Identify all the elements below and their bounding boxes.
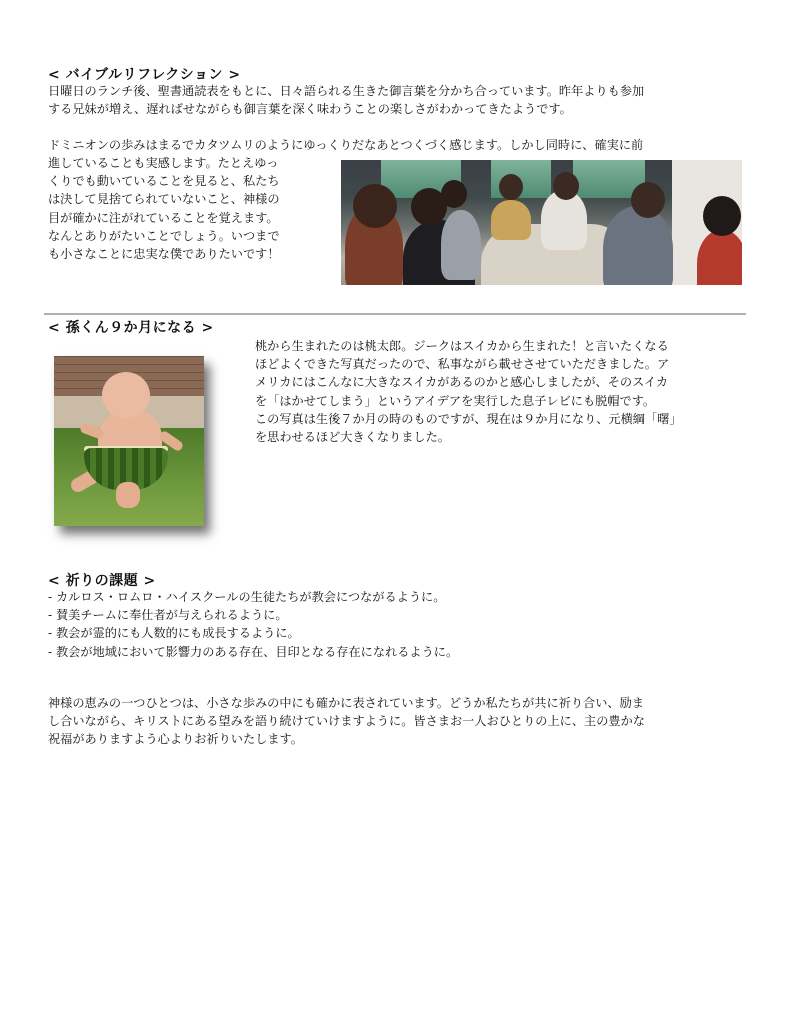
group-meeting-photo (341, 160, 742, 285)
bible-reflection-paragraph-1 (48, 82, 644, 118)
text-line: も小さなことに忠実な僕でありたいです！ (48, 247, 280, 262)
text-line: くりでも動いていることを見ると、私たち (48, 174, 280, 189)
text-line: ほどよくできた写真だったので、私事ながら載せさせていただきました。ア (255, 357, 670, 372)
person (491, 200, 531, 240)
text-line: 目が確かに注がれていることを覚えます。 (48, 210, 279, 225)
text-line: 桃から生まれたのは桃太郎。ジークはスイカから生まれた！と言いたくなる (255, 339, 669, 353)
person (697, 230, 742, 285)
text-line: は決して見捨てられていないこと、神様の (48, 192, 280, 207)
text-line: なんとありがたいことでしょう。いつまで (48, 228, 280, 243)
baby-watermelon-photo (54, 356, 204, 526)
prayer-heading: < 祈りの課題 > (48, 573, 156, 589)
list-item: - カルロス・ロムロ・ハイスクールの生徒たちが教会につながるように。 (48, 590, 446, 604)
text-line: メリカにはこんなに大きなスイカがあるのかと感心しましたが、そのスイカ (255, 375, 669, 390)
text-line: 神様の恵みの一つひとつは、小さな歩みの中にも確かに表されています。どうか私たちが共に祈り合い、励ま (48, 696, 644, 710)
person-head (553, 172, 579, 200)
person-head (703, 196, 741, 236)
text-line: この写真は生後７か月の時のものですが、現在は９か月になり、元横綱「曙」 (255, 411, 682, 426)
person (603, 206, 673, 285)
baby-leg (116, 482, 140, 508)
bible-reflection-paragraph-2-first (48, 136, 643, 154)
person-head (499, 174, 523, 200)
person-head (353, 184, 397, 228)
text-line: を「はかせてしまう」というアイデアを実行した息子レビにも脱帽です。 (255, 393, 656, 408)
text-line: 進していることも実感します。たとえゆっ (48, 156, 279, 170)
closing-paragraph (48, 694, 645, 749)
person (441, 210, 481, 280)
person-head (441, 180, 467, 208)
person-head (631, 182, 665, 218)
text-line: ドミニオンの歩みはまるでカタツムリのようにゆっくりだなあとつくづく感じます。しかし同時に、確実に前 (48, 138, 644, 152)
grandson-heading: < 孫くん９か月になる > (48, 320, 214, 336)
prayer-list (48, 588, 458, 661)
bible-reflection-heading: < バイブルリフレクション > (48, 67, 241, 83)
section-divider (44, 313, 746, 315)
text-line: する兄妹が増え、遅ればせながらも御言葉を深く味わうことの楽しさがわかってきたようです。 (48, 102, 572, 117)
text-line: し合いながら、キリストにある望みを語り続けていけますように。皆さまお一人おひとりの上に、主の豊かな (48, 714, 645, 729)
bible-reflection-paragraph-2-rest (48, 154, 280, 263)
text-line: 祝福がありますよう心よりお祈りいたします。 (48, 732, 303, 747)
grandson-paragraph (255, 337, 682, 446)
list-item: - 教会が霊的にも人数的にも成長するように。 (48, 626, 300, 641)
list-item: - 賛美チームに奉仕者が与えられるように。 (48, 608, 288, 623)
list-item: - 教会が地域において影響力のある存在、目印となる存在になれるように。 (48, 644, 459, 659)
text-line: 日曜日のランチ後、聖書通読表をもとに、日々語られる生きた御言葉を分かち合っています。昨年よりも参加 (48, 84, 645, 98)
text-line: を思わせるほど大きくなりました。 (255, 430, 450, 445)
baby-head (102, 372, 150, 418)
